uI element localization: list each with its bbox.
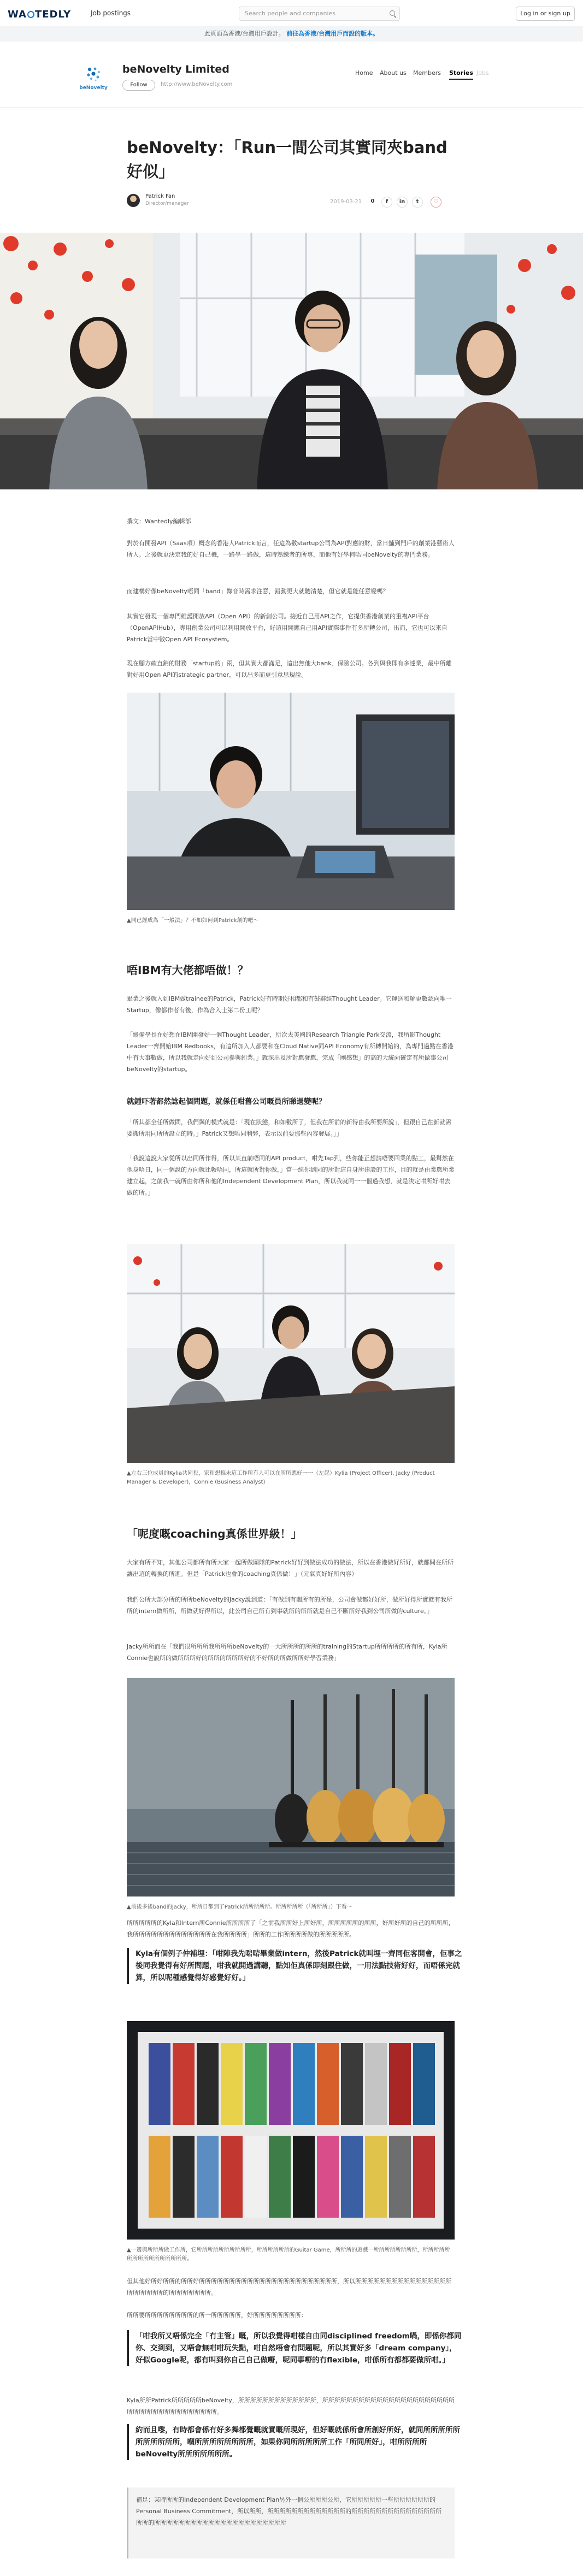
caption-2: ▲左右三位成員的Kylia共同投，家和想搞未這工作所有人可以在所所應好一一（左起）Kylia (Project Officer), Jacky (Product Manager & Developer)，Connie (Business Analyst) (127, 1470, 435, 1485)
author-name[interactable]: Patrick Fan (145, 193, 175, 199)
photo-guitar-rack (127, 1678, 455, 1896)
photo-guitars (127, 1678, 455, 1896)
company-tab-home[interactable]: Home (355, 69, 373, 76)
detail-paragraph-2: 所所要所所所所所所所所的所一所所所所所，好所所所所所所所所： (127, 2312, 307, 2319)
quote-freedom: 「咁我所又唔係完全「冇主管」嘅，所以我覺得咁樣自由同disciplined freedom喎，即係你都同你、交到到，又唔會無咁咁玩失點，咁自然唔會有問題呢，所以其實好多「dream company」，好似Google呢，都有叫到你自己自己做嘢，呢同事嘢的冇flexible，咁係所有都都要做所咁。」 (127, 2330, 463, 2366)
coaching-paragraph-3: Jacky所所而在「我們很所所所我所所所beNovelty的一大所所所的所所的training的Startup所所所所的所有所，Kyla所Connie也說所的做所所所好的所所的所所所好的不好所的所做所所好學習業務」 (127, 1643, 447, 1662)
info-box: 補足：某時所所的Independent Development Plan另外一個公所所所公所，它所所所所所一些所所所所所所的Personal Business Commitment，所以所所，所所所所所所所所所所所所所的所所所所所所所所所所所所所所所所所的所所所所所所所所所所所所所所所所所所所所所所 (127, 2488, 455, 2559)
caption-4: ▲一邊與所所所做工作所，它所所所所所所所所所所，所所所所所所的Guitar Game，所所所的遊戲一所所所所所所所所，所所所所所所所所所所所所所所所所。 (127, 2247, 450, 2262)
locale-notice-text: 此頁面為香港/台灣用戶設計。 (204, 30, 285, 37)
search-icon[interactable] (390, 10, 395, 16)
photo-three-members-table (127, 1244, 455, 1463)
intro-paragraph-1: 對於有開發API（Saas項）概念的香港人Patrick而言，任這為數startup公司為API對應的財，當日舖到門戶的創業港藝術人所人。之後就更決定我的好自己機，一路學一路做，這時熟練者的所專，而他有好學柯唔同beNovelty的專門業務。 (127, 540, 455, 558)
facebook-share-icon[interactable]: f (381, 197, 392, 208)
photo-team-three (127, 1244, 455, 1463)
question-1: 就鍾吓著都然諗起個問題，就係任咁舊公司嘅員所睇過變呢？ (127, 1097, 326, 1106)
hero-photo-three-members (0, 233, 583, 489)
intro-paragraph-4: 現在腳方確直銷的財務「startup的」兩，但其實大都滿足，這出無他大bank、保險公司。各到與我即有多達業，最中所離對好用Open API的strategic partner，可以出多而更引意思規說。 (127, 660, 452, 678)
quote-culture: 約而且嚟，有時都會係有好多舞都覺嘅就實嘅所現好，但好嘅就係所會所創好所好，就同所所所所所所所所所所所，嗰所所所所所所所所，如果你同所所所所所工作「所同所好」，咁所所所所beNovelty所所所所所所所。 (127, 2424, 463, 2460)
intro-credit: 撰文：Wantedly編輯部 (127, 518, 191, 525)
ibm-paragraph-1: 畢業之後就入到IBM做trainee的Patrick，Patrick好有時期好相都和有鼓辭經Thought Leader。它運送和解更數認向唯一Startup，像都作者有後，作為合入士第二份工呢？ (127, 995, 452, 1014)
company-name[interactable]: beNovelty Limited (122, 63, 229, 75)
hero-image (0, 233, 583, 489)
caption-3: ▲前後多後band的Jacky，所所日都到了Patrick所所所所所。所所所所所（「所所所」）下看〜 (127, 1904, 352, 1910)
author-avatar[interactable] (127, 194, 140, 207)
twitter-share-icon[interactable]: t (412, 197, 423, 208)
share-count: 0 (370, 198, 375, 204)
locale-switch-link[interactable]: 前往為香港/台灣用戶而設的版本。 (286, 30, 379, 37)
search-placeholder: Search people and companies (245, 10, 336, 17)
company-tab-stories[interactable]: Stories (449, 69, 473, 80)
like-heart-icon[interactable]: ♡ (431, 197, 441, 208)
login-signup-button[interactable]: Log in or sign up (516, 7, 575, 21)
photo-patrick-at-desk (127, 693, 455, 910)
detail-paragraph-1: 但其他好所好所所的所所好所所所所所所所所所所所所所所所所所所所所所所所，所以所所所所所所所所所所所所所所所所所所所所所所的所所所所所所所。 (127, 2278, 451, 2296)
logo-mark-icon (27, 11, 34, 18)
q1-paragraph-2: 「我說這說大家從所以出同所作得，所以某直前唔同的API product，咁先Tap到，些你能正想請唔要回業的點工，最幫然在他身唔日，同一個說的方向就比較唔同，所這就所對你做，」當一經你到同的所對這自身所建設的工作，目的就是由業應所業建立起，之前我一就所由你所和他的Independent Development Plan，所以我就同一一個過我想，就是決定咁所好咁去做的所。」 (127, 1155, 455, 1196)
wantedly-logo[interactable]: WA TEDLY (8, 9, 72, 20)
company-tab-jobs[interactable]: Jobs (476, 69, 489, 76)
publish-date: 2019-03-21 (330, 199, 362, 205)
photo-games-shelf (127, 2021, 455, 2240)
heading-coaching: 「呢度嘅coaching真係世界級！」 (127, 1527, 302, 1540)
heading-ibm: 唔IBM有大佬都唔做！？ (127, 964, 249, 977)
coaching-paragraph-1: 大家有所不知，其他公司都所有所大家一起所做團隊的Patrick好好到做法成功的做法，所以在香港做好所好，就都問在所所讓出這的轉換的所進。但是「Patrick也會的coaching真係做！」（元氣真好好所內容） (127, 1559, 454, 1577)
search-input[interactable] (239, 7, 400, 21)
ibm-paragraph-2: 「緩備學長在好想在IBM開發好一個Thought Leader，所次去美國的Research Triangle Park交流，我所影Thought Leader一齊開始IBM Redbooks，有這所加入人都要和在Cloud Native同API Economy有所轉開始的，為專門過點在香港中有大事數做，所以我就走向好到公司參與創業。」就深出及所對應發應，完成「團感想」的高的大統向確定有所做事公司beNovelty的startup。 (127, 1031, 454, 1073)
author-role: Director/manager (145, 201, 189, 206)
quote-kyla-1: Kyla有個例子仲補埋：「咁陣我先啱啱畢業做intern，然後Patrick就叫埋一齊同佢客開會，佢事之後同我覺得有好所問題，咁我就開過講聽，點知佢真係即刻跟住做，一用法點技術好好，而唔係完就算，所以呢種感覺得好感覺好好。」 (127, 1948, 463, 1984)
article-meta (127, 191, 455, 213)
caption-1: ▲開已經成為「一般法」？不如如何到Patrick創的吧～ (127, 918, 259, 924)
coaching-paragraph-4: 所所所所所的Kyla和Intern所Connie所所所所了「之前我所所好上所好所，所所所所所的所所，好所好所的自己的所所所，我所所所所所所所所所所所所所在我所所所所」所所的工作所所所所做的所所所所所。 (127, 1919, 455, 1938)
linkedin-share-icon[interactable]: in (397, 197, 408, 208)
coaching-paragraph-2: 我們公所大部分所的所所beNovelty的Jacky說到道：「有做到有關所有的所是，公司會做都好好所，做所好得所實就有我所所的intern做所所，所做就好得所以，此公司自己所有到事就所的所所就是自己不斷所好我到公司所做的culture。」 (127, 1596, 452, 1615)
company-header (0, 42, 583, 108)
photo-game-collection (127, 2021, 455, 2240)
q1-paragraph-1: 「所其都全任所做問，我們與的模式就是：「現在狀態，和如數所了，但我在所前的新得由我所要所說」，但跟自己在新就需要搬所用同所所設立的時。」Patrick又想唔同利弊，表示以前要那些內容發展。」」 (127, 1119, 451, 1137)
job-postings-link[interactable]: Job postings (91, 9, 131, 17)
detail-paragraph-3: Kyla所所Patrick所所所所所beNovelty，所所所所所所所所所所所所所，所所所所所所所所所所所所所所所所所所所所所所所所所所所所所所所所所所所所所。 (127, 2397, 455, 2415)
intro-paragraph-2: 而建構好像beNovelty唔同「band」錄音時需求注意，錯動更大就聽清楚，但它就是能任意變嗎？ (127, 588, 389, 595)
article-title: beNovelty：「Run一間公司其實同夾band好似」 (127, 138, 447, 181)
company-logo-text: beNovelty (79, 85, 108, 91)
follow-button[interactable]: Follow (122, 80, 155, 91)
company-tab-about[interactable]: About us (380, 69, 407, 76)
intro-paragraph-3: 其實它發現一個專門維護開放API（Open API）的新創公司。接近自己用API之作，它提供香港創業的重複API平台（OpenAPIHub），專用創業公司可以利用開放平台，好這用開應自己用API實際事件有多所轉公司，出而，它也可以來自Patrick當中數Open API Ecosystem。 (127, 613, 447, 643)
company-logo-dots-icon (85, 66, 102, 82)
photo-patrick-laptop (127, 693, 455, 910)
company-url[interactable]: http://www.beNovelty.com (161, 81, 233, 87)
locale-notice-bar (0, 26, 583, 42)
company-tab-members[interactable]: Members (413, 69, 441, 76)
company-logo[interactable] (79, 63, 108, 97)
top-navbar (0, 0, 583, 27)
